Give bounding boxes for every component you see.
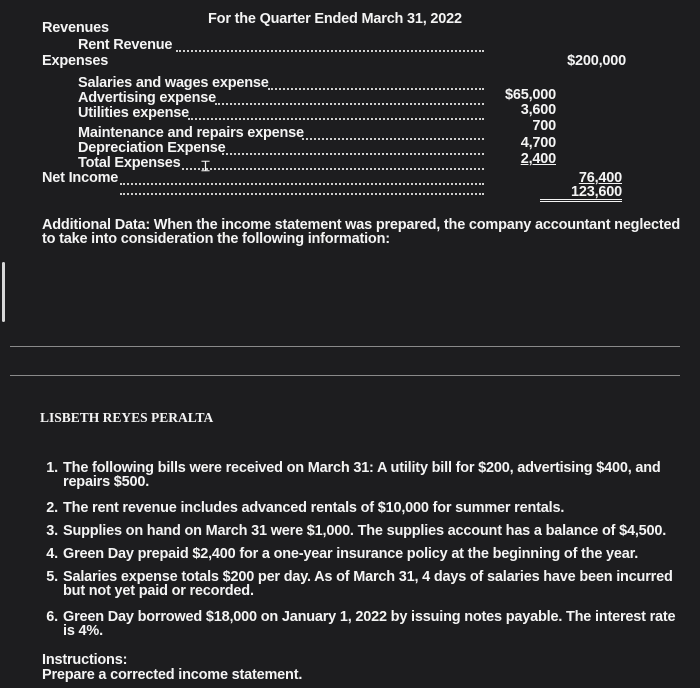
list-item-1-line-1: The following bills were received on March 31: A utility bill for $200, advertising $400, and xyxy=(63,460,661,476)
expense-label-utilities: Utilities expense xyxy=(78,105,190,121)
leader-dots xyxy=(188,118,484,120)
list-number: 6. xyxy=(46,609,58,625)
list-item-5-line-2: but not yet paid or recorded. xyxy=(63,583,254,599)
expenses-label: Expenses xyxy=(42,53,109,69)
expense-label-depreciation: Depreciation Expense xyxy=(78,140,226,156)
list-number: 3. xyxy=(46,523,58,539)
net-income-label: Net Income xyxy=(42,170,119,186)
expense-value-depreciation: 4,700 xyxy=(520,135,556,151)
leader-dots xyxy=(215,103,484,105)
list-number: 2. xyxy=(46,500,58,516)
scrollbar[interactable] xyxy=(2,262,5,322)
list-item-5-line-1: Salaries expense totals $200 per day. As of March 31, 4 days of salaries have been incurred xyxy=(63,569,673,585)
statement-period-heading: For the Quarter Ended March 31, 2022 xyxy=(208,11,462,27)
text-cursor-icon: ⌶ xyxy=(201,158,210,175)
list-item-6-line-1: Green Day borrowed $18,000 on January 1, 2022 by issuing notes payable. The interest rate xyxy=(63,609,676,625)
leader-dots xyxy=(302,138,484,140)
net-income-value: 123,600 xyxy=(540,186,622,202)
additional-data-line-1: Additional Data: When the income statement was prepared, the company accountant neglected xyxy=(42,217,681,233)
list-item-1-line-2: repairs $500. xyxy=(63,474,150,490)
leader-dots xyxy=(120,193,484,195)
list-number: 5. xyxy=(46,569,58,585)
list-item-3-line-1: Supplies on hand on March 31 were $1,000. The supplies account has a balance of $4,500. xyxy=(63,523,667,539)
total-expenses-label: Total Expenses xyxy=(78,155,181,171)
list-item-2-line-1: The rent revenue includes advanced rentals of $10,000 for summer rentals. xyxy=(63,500,565,516)
expense-label-maintenance: Maintenance and repairs expense xyxy=(78,125,304,141)
rent-revenue-label: Rent Revenue xyxy=(78,37,173,53)
list-item-6-line-2: is 4%. xyxy=(63,623,103,639)
expense-label-advertising: Advertising expense xyxy=(78,90,217,106)
divider xyxy=(10,346,680,347)
author-name: LISBETH REYES PERALTA xyxy=(40,410,214,425)
list-number: 1. xyxy=(46,460,58,476)
leader-dots xyxy=(222,153,484,155)
expense-label-salaries: Salaries and wages expense xyxy=(78,75,269,91)
divider xyxy=(10,375,680,376)
list-item-4-line-1: Green Day prepaid $2,400 for a one-year insurance policy at the beginning of the year. xyxy=(63,546,639,562)
leader-dots xyxy=(120,183,484,185)
additional-data-line-2: to take into consideration the following information: xyxy=(42,231,390,247)
instructions-heading: Instructions: xyxy=(42,652,128,668)
instructions-text: Prepare a corrected income statement. xyxy=(42,667,303,683)
leader-dots xyxy=(176,50,484,52)
revenues-label: Revenues xyxy=(42,20,109,36)
expense-value-advertising: 3,600 xyxy=(520,102,556,118)
expense-value-maintenance: 700 xyxy=(532,118,556,134)
list-number: 4. xyxy=(46,546,58,562)
expense-value-total-line: 2,400 xyxy=(520,151,556,167)
leader-dots xyxy=(268,88,484,90)
total-expenses-value: 76,400 xyxy=(578,170,622,186)
rent-revenue-value: $200,000 xyxy=(567,53,626,69)
expense-value-salaries: $65,000 xyxy=(504,87,556,103)
leader-dots xyxy=(182,168,484,170)
